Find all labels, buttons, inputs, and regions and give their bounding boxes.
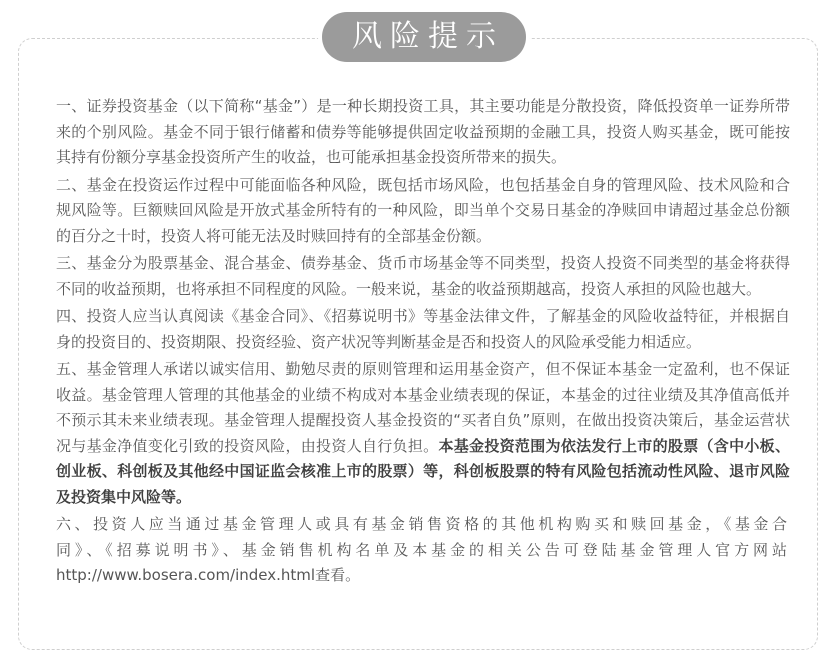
paragraph-6-suffix: 查看。 — [315, 566, 361, 584]
website-link[interactable]: http://www.bosera.com/index.html — [56, 566, 316, 584]
paragraph-5-bold-text: 本基金投资范围为依法发行上市的股票（含中小板、创业板、科创板及其他经中国证监会核准上市的股票）等，科创板股票的特有风险包括流动性风险、退市风险及投资集中风险等。 — [56, 436, 790, 506]
page-title: 风险提示 — [322, 12, 526, 62]
paragraph-6-text: 六、投资人应当通过基金管理人或具有基金销售资格的其他机构购买和赎回基金，《基金合同》、《招募说明书》、基金销售机构名单及本基金的相关公告可登陆基金管理人官方网站 — [56, 515, 790, 559]
paragraph-5 — [56, 357, 790, 510]
paragraph-6 — [56, 512, 790, 589]
paragraph-4: 四、投资人应当认真阅读《基金合同》、《招募说明书》等基金法律文件，了解基金的风险收益特征，并根据自身的投资目的、投资期限、投资经验、资产状况等判断基金是否和投资人的风险承受能力相适应。 — [56, 307, 790, 351]
paragraph-3: 三、基金分为股票基金、混合基金、债券基金、货币市场基金等不同类型，投资人投资不同类型的基金将获得不同的收益预期，也将承担不同程度的风险。一般来说，基金的收益预期越高，投资人承担的风险也越大。 — [56, 254, 790, 298]
paragraph-5-text: 五、基金管理人承诺以诚实信用、勤勉尽责的原则管理和运用基金资产，但不保证本基金一定盈利，也不保证收益。基金管理人管理的其他基金的业绩不构成对本基金业绩表现的保证，本基金的过往业绩及其净值高低并不预示其未来业绩表现。基金管理人提醒投资人基金投资的“买者自负”原则，在做出投资决策后，基金运营状况与基金净值变化引致的投资风险，由投资人自行负担。 — [56, 360, 790, 455]
risk-notice-content — [56, 94, 790, 591]
paragraph-1: 一、证券投资基金（以下简称“基金”）是一种长期投资工具，其主要功能是分散投资，降低投资单一证券所带来的个别风险。基金不同于银行储蓄和债券等能够提供固定收益预期的金融工具，投资人购买基金，既可能按其持有份额分享基金投资所产生的收益，也可能承担基金投资所带来的损失。 — [56, 97, 790, 166]
paragraph-2: 二、基金在投资运作过程中可能面临各种风险，既包括市场风险，也包括基金自身的管理风险、技术风险和合规风险等。巨额赎回风险是开放式基金所特有的一种风险，即当单个交易日基金的净赎回申请超过基金总份额的百分之十时，投资人将可能无法及时赎回持有的全部基金份额。 — [56, 175, 790, 245]
